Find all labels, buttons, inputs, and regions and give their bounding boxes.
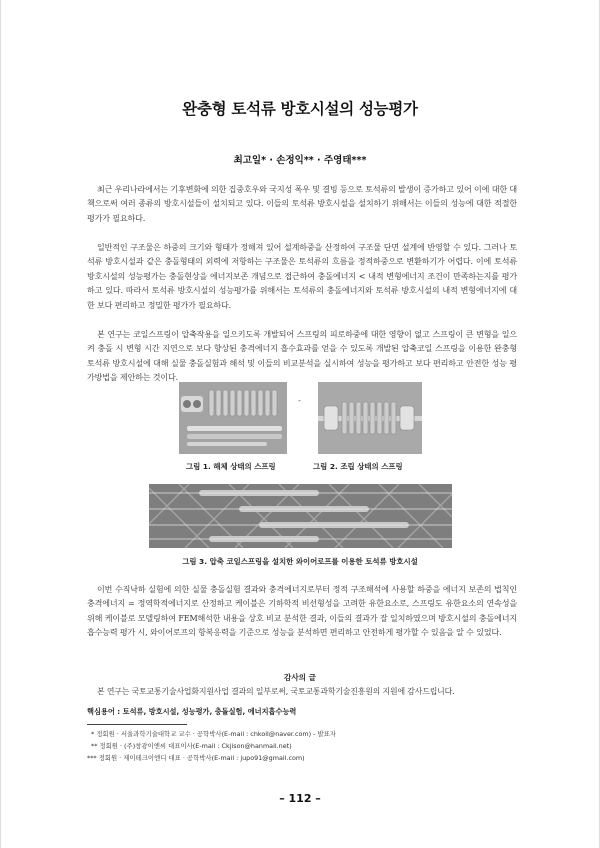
figure-3-wire-rope-barrier-photo — [149, 484, 452, 548]
page-number: – 112 – — [279, 792, 321, 805]
footnote-author-2: ** 정회원 · (주)창광이엔씨 대표이사(E-mail : Ckjison@hanmail.net) — [91, 742, 292, 750]
author-list: 최고일* · 손정익** · 주영태*** — [233, 155, 367, 166]
footnote-author-3: *** 정회원 · 제이테크이엔디 대표 · 공학박사(E-mail : jupo91@gmail.com) — [87, 754, 305, 762]
paragraph-conclusion — [87, 583, 517, 641]
acknowledgement-text: 본 연구는 국토교통기술사업화지원사업 결과의 일부로써, 국토교통과학기술진흥원의 지원에 감사드립니다. — [97, 687, 455, 696]
paragraph-text: 본 연구는 코일스프링이 압축작용을 일으키도록 개발되어 스프링의 피로하중에 대한 영향이 없고 스프링이 큰 변형을 일으켜 충돌 시 변형 시간 지연으로 보다 향상된 충격에너지 흡수효과를 얻을 수 있도록 개발된 압축코일 스프링을 이용한 완충형 토석류 방호시설에 대해 실물 충돌실험과 해석 및 이들의 비교분석을 실시하여 성능을 평가하고 보다 편리하고 안전한 성능 평가방법을 제안하는 것이다. — [87, 330, 517, 383]
keywords-line: 핵심용어 : 토석류, 방호시설, 성능평가, 충돌실험, 에너지흡수능력 — [87, 707, 297, 716]
paragraph-text: 일반적인 구조물은 하중의 크기와 형태가 정해져 있어 설계하중을 산정하여 구조물 단면 설계에 반영할 수 있다. 그러나 토석류 방호시설과 같은 충돌형태의 외력에 저항하는 구조물은 토석류의 흐름을 정적하중으로 변환하기가 어렵다. 이에 토석류 방호시설의 성능평가는 충돌현상을 에너지보존 개념으로 접근하여 충돌에너지 < 내적 변형에너지 조건이 만족하는지를 평가하고 있다. 따라서 토석류 방호시설의 성능평가를 위해서는 토석류의 충돌에너지와 토석류 방호시설의 내적 변형에너지에 대한 보다 편리하고 정밀한 평가가 필요하다. — [87, 243, 517, 310]
figure-separator: - — [298, 396, 301, 405]
figure-1-caption: 그림 1. 해체 상태의 스프링 — [186, 462, 276, 471]
figure-1-disassembled-spring-photo — [179, 382, 287, 454]
paragraph-general-structures — [87, 241, 517, 313]
paragraph-text: 이번 수직낙하 실험에 의한 실물 충돌실험 결과와 충격에너지로부터 정적 구조해석에 사용할 하중을 에너지 보존의 법칙인 충격에너지 = 정역학적에너지로 산정하고 케이블은 기하학적 비선형성을 고려한 유한요소로, 스프링도 유한요소의 연속성을 위해 케이블로 모델링하여 FEM해석한 내용을 상호 비교 분석한 결과, 이들의 결과가 잘 일치하였으며 방호시설의 충돌에너지 흡수능력 평가 시, 와이어로프의 항복응력을 기준으로 성능을 분석하면 편리하고 안전하게 평가할 수 있음을 알 수 있었다. — [87, 585, 517, 638]
figure-3-caption: 그림 3. 압축 코일스프링을 설치한 와이어로프를 이용한 토석류 방호시설 — [182, 557, 418, 566]
paragraph-text: 최근 우리나라에서는 기후변화에 의한 집중호우와 국지성 폭우 및 결빙 등으로 토석류의 발생이 증가하고 있어 이에 대한 대책으로써 여러 종류의 방호시설들이 설치되고 있다. 이들의 토석류 방호시설을 설치하기 위해서는 이들의 성능에 대한 적절한 평가가 필요하다. — [87, 185, 517, 223]
page-title: 완충형 토석류 방호시설의 성능평가 — [182, 100, 418, 118]
footnote-author-1: * 정회원 · 서울과학기술대학교 교수 · 공학박사(E-mail : chkoil@naver.com) - 발표자 — [91, 730, 336, 738]
footnote-divider — [87, 724, 187, 725]
acknowledgement-title: 감사의 글 — [284, 673, 316, 682]
paragraph-research-purpose — [87, 328, 517, 386]
figure-2-assembled-spring-photo — [318, 382, 422, 454]
paragraph-intro — [87, 183, 517, 226]
figure-2-caption: 그림 2. 조립 상태의 스프링 — [313, 462, 403, 471]
